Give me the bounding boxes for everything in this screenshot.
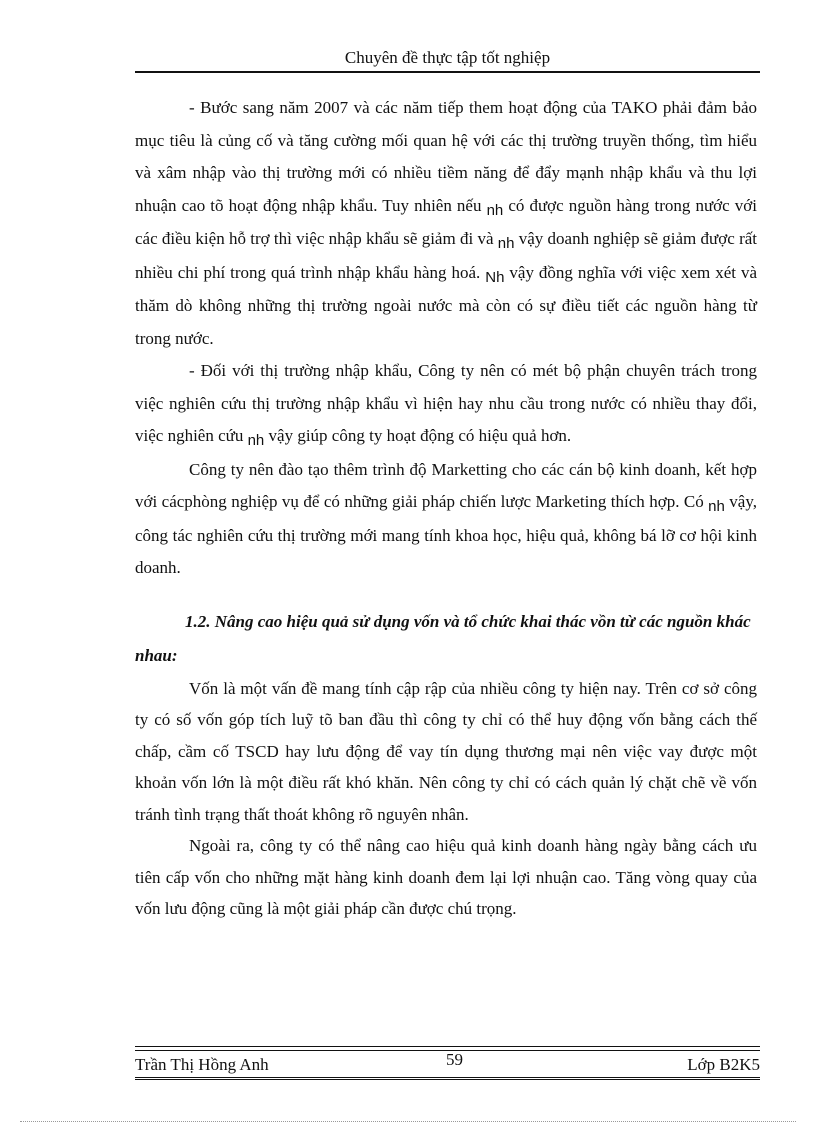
footer-divider — [135, 1046, 760, 1047]
inline-nh: nh — [486, 201, 504, 219]
paragraph-capital: Vốn là một vấn đề mang tính cập rập của nhiều công ty hiện nay. Trên cơ sở công ty có số vốn góp tích luỹ tõ ban đầu thì công ty chỉ có thể huy động vốn bằng cách thế chấp, cầm cố TSCD hay lưu động để vay tín dụng thương mại nên việc vay được một khoản vốn lớn là một điều rất khó khăn. Nên công ty chỉ có cách quản lý chặt chẽ về vốn tránh tình trạng thất thoát không rõ nguyên nhân. — [135, 678, 757, 824]
footer-class: Lớp B2K5 — [687, 1055, 760, 1074]
inline-nh: nh — [497, 235, 515, 252]
page-boundary — [20, 1121, 796, 1122]
footer-author: Trần Thị Hồng Anh — [135, 1055, 269, 1074]
paragraph-marketing: Công ty nên đào tạo thêm trình độ Marketting cho các cán bộ kinh doanh, kết hợp với cácphòng nghiệp vụ để có những giải pháp chiến lược Marketing thích hợp. Có nh vậy, công tác nghiên cứu thị trường mới mang tính khoa học, hiệu quả, không bá lỡ cơ hội kinh doanh. — [135, 459, 757, 577]
section-heading: 1.2. Nâng cao hiệu quả sử dụng vốn và tổ chức khai thác vồn từ các nguồn khác nhau: — [135, 611, 751, 665]
inline-nh: nh — [708, 498, 725, 515]
paragraph-working-capital: Ngoài ra, công ty có thể nâng cao hiệu quả kinh doanh hàng ngày bằng cách ưu tiên cấp vốn cho những mặt hàng kinh doanh đem lại lợi nhuận cao. Tăng vòng quay của vốn lưu động cũng là một giải pháp cần được chú trọng. — [135, 836, 757, 918]
inline-nh: nh — [247, 432, 265, 449]
inline-nh: Nh — [485, 268, 505, 286]
page-number: 59 — [446, 1050, 463, 1069]
header-divider — [135, 71, 760, 73]
paragraph-tako-2007: - Bước sang năm 2007 và các năm tiếp them hoạt động của TAKO phải đảm bảo mục tiêu là củng cố và tăng cường mối quan hệ với các thị trường truyền thống, tìm hiểu và xâm nhập vào thị trường mới có nhiều tiềm năng để đẩy mạnh nhập khẩu và thu lợi nhuận cao tõ hoạt động nhập khẩu. Tuy nhiên nếu nh có được nguồn hàng trong nước với các điều kiện hỗ trợ thì việc nhập khẩu sẽ giảm đi và nh vậy doanh nghiệp sẽ giảm được rất nhiều chi phí trong quá trình nhập khẩu hàng hoá. Nh vậy đồng nghĩa với việc xem xét và thăm dò không những thị trường ngoài nước mà còn có sự điều tiết các nguồn hàng từ trong nước. — [135, 98, 757, 348]
header-title: Chuyên đề thực tập tốt nghiệp — [344, 48, 551, 67]
footer-double-divider — [135, 1077, 760, 1080]
paragraph-import-market: - Đối với thị trường nhập khẩu, Công ty nên có mét bộ phận chuyên trách trong việc nghiên cứu thị trường nhập khẩu vì hiện hay nhu cầu trong nước có nhiều thay đổi, việc nghiên cứu nh vậy giúp công ty hoạt động có hiệu quả hơn. — [135, 361, 757, 449]
body-text — [135, 92, 757, 925]
